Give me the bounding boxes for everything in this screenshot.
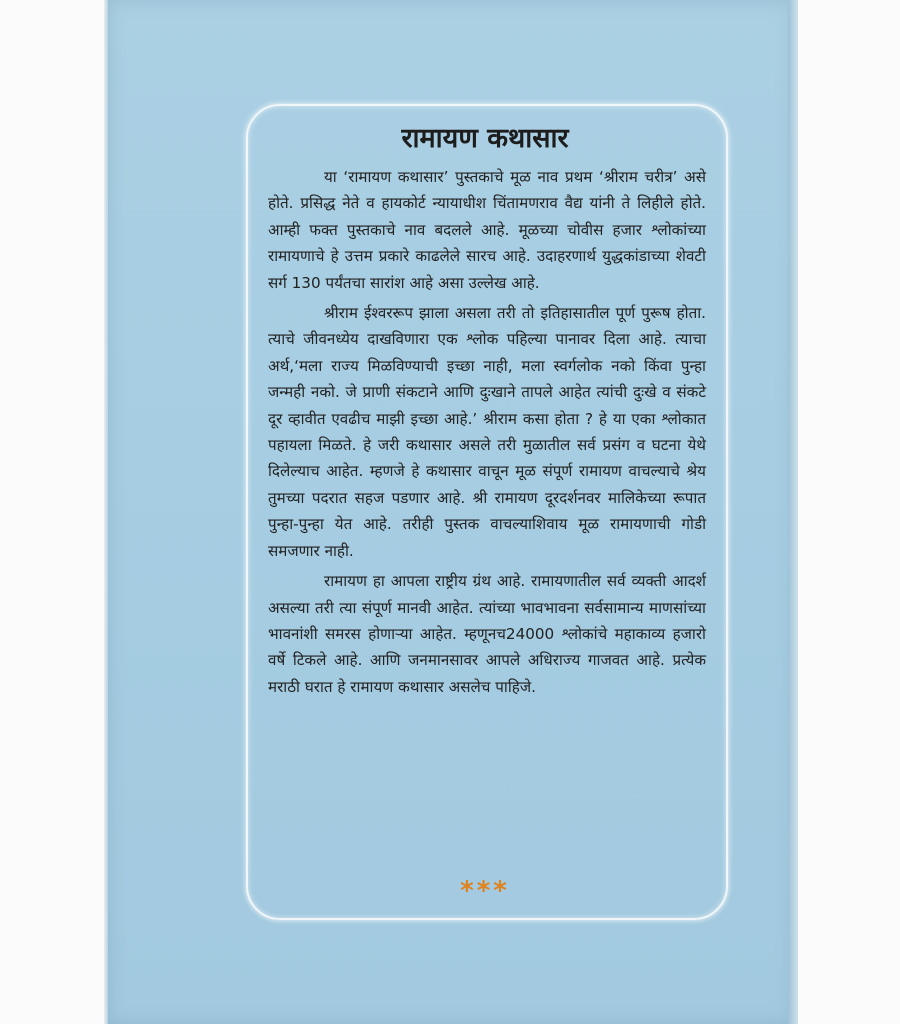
paragraph-3: रामायण हा आपला राष्ट्रीय ग्रंथ आहे. रामायणातील सर्व व्यक्ती आदर्श असल्या तरी त्या संपूर्ण मानवी आहेत. त्यांच्या भावभावना सर्वसामान्य माणसांच्या भावनांशी समरस होणाऱ्या आहेत. म्हणूनच24000 श्लोकांचे महाकाव्य हजारो वर्षे टिकले आहे. आणि जनमानसावर आपले अधिराज्य गाजवत आहे. प्रत्येक मराठी घरात हे रामायण कथासार असलेच पाहिजे.: [268, 572, 706, 696]
paragraph-2: श्रीराम ईश्वररूप झाला असला तरी तो इतिहासातील पूर्ण पुरूष होता. त्याचे जीवनध्येय दाखविणारा एक श्लोक पहिल्या पानावर दिला आहे. त्याचा अर्थ,‘मला राज्य मिळविण्याची इच्छा नाही, मला स्वर्गलोक नको किंवा पुन्हा जन्मही नको. जे प्राणी संकटाने आणि दुःखाने तापले आहेत त्यांची दुःखे व संकटे दूर व्हावीत एवढीच माझी इच्छा आहे.’ श्रीराम कसा होता ? हे या एका श्लोकात पहायला मिळते. हे जरी कथासार असले तरी मुळातील सर्व प्रसंग व घटना येथे दिलेल्याच आहेत. म्हणजे हे कथासार वाचून मूळ संपूर्ण रामायण वाचल्याचे श्रेय तुमच्या पदरात सहज पडणार आहे. श्री रामायण दूरदर्शनवर मालिकेच्या रूपात पुन्हा-पुन्हा येत आहे. तरीही पुस्तक वाचल्याशिवाय मूळ रामायणाची गोडी समजणार नाही.: [268, 304, 706, 560]
paragraph-1: या ‘रामायण कथासार’ पुस्तकाचे मूळ नाव प्रथम ‘श्रीराम चरीत्र’ असे होते. प्रसिद्ध नेते व हायकोर्ट न्यायाधीश चिंतामणराव वैद्य यांनी ते लिहीले होते. आम्ही फक्त पुस्तकाचे नाव बदलले आहे. मूळच्या चोवीस हजार श्लोकांच्या रामायणाचे हे उत्तम प्रकारे काढलेले सारच आहे. उदाहरणार्थ युद्धकांडाच्या शेवटी सर्ग 130 पर्यंतचा सारांश आहे असा उल्लेख आहे.: [268, 168, 706, 292]
star-ornament: ***: [460, 876, 510, 906]
blurb-text: [268, 164, 706, 704]
cover-right-edge: [788, 0, 798, 1024]
page-title: रामायण कथासार: [401, 123, 569, 154]
